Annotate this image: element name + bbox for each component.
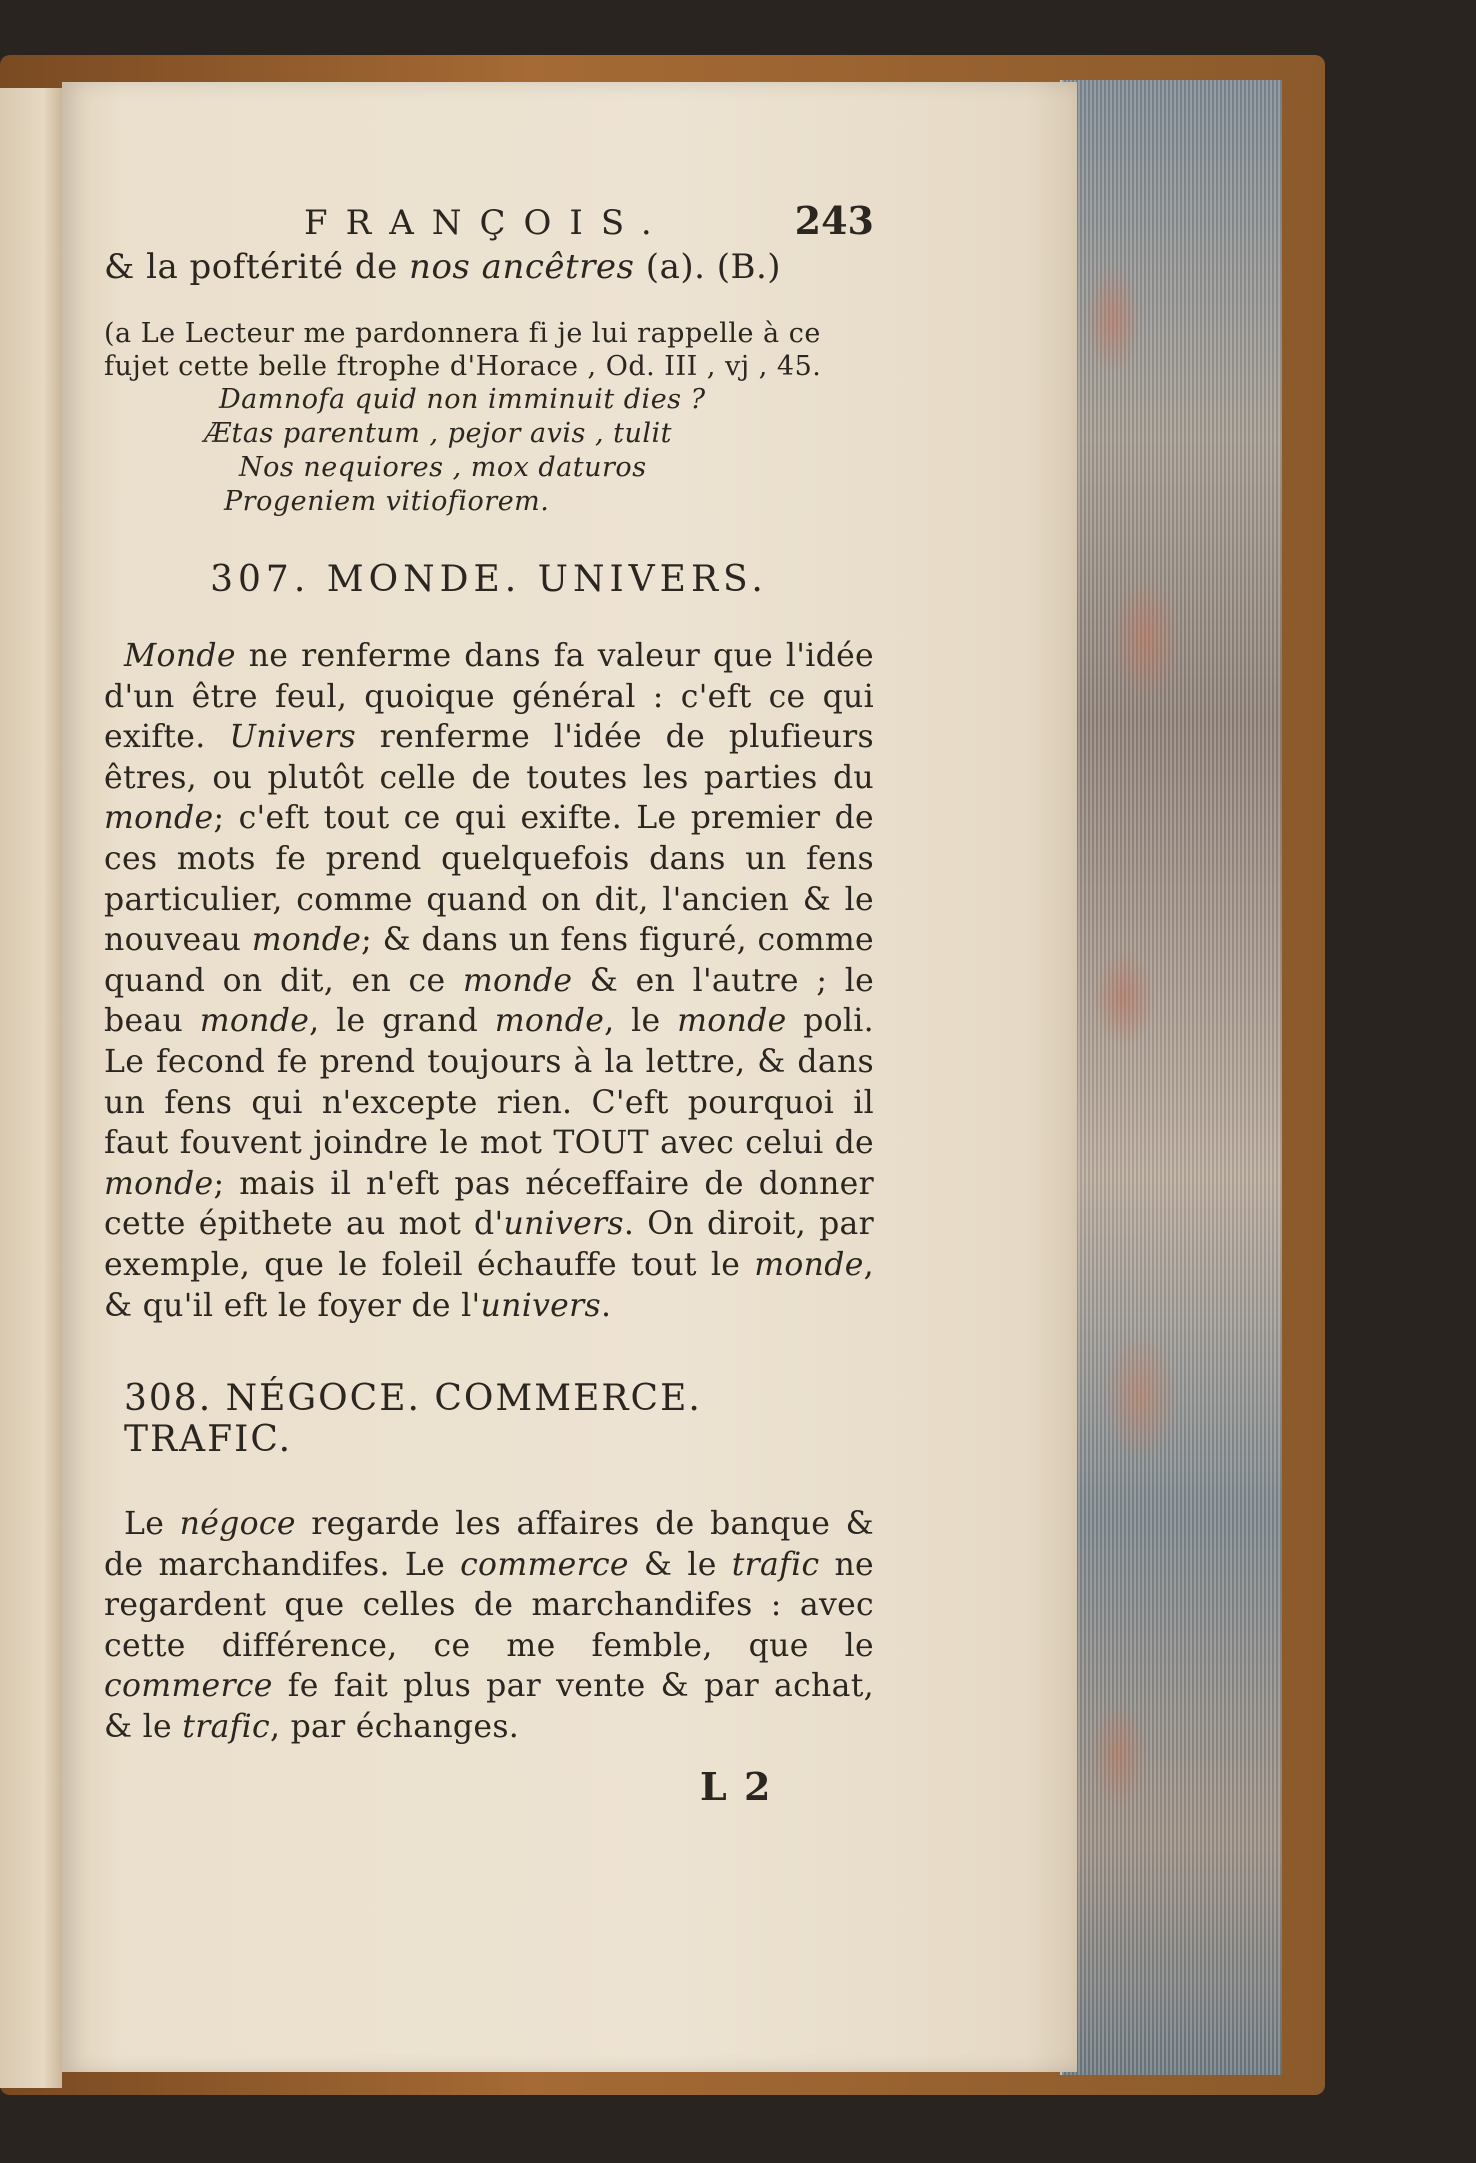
text-run: Le — [124, 1506, 180, 1543]
text-run: ; & dans un fens figuré, comme quand on dit, en ce — [104, 922, 874, 999]
text-run: , par échanges. — [269, 1709, 520, 1746]
text-run: , le — [604, 1003, 678, 1040]
text-run: & le — [628, 1546, 732, 1583]
verse-line: Damnofa quid non imminuit dies ? — [219, 384, 706, 415]
section-paragraph-308 — [104, 1504, 874, 1748]
italic-term: monde — [462, 962, 573, 999]
italic-term: monde — [199, 1003, 310, 1040]
section-paragraph-307 — [104, 636, 874, 1326]
running-title: FRANÇOIS. — [304, 203, 670, 243]
italic-term: monde — [104, 1165, 214, 1202]
signature-mark: L 2 — [700, 1764, 773, 1809]
italic-term: trafic — [182, 1709, 270, 1746]
italic-term: négoce — [179, 1506, 296, 1543]
footnote-text: (a Le Lecteur me pardonnera fi je lui rappelle à ce fujet cette belle ftrophe d'Horace , Od. III , vj , 45. — [104, 318, 822, 382]
italic-term: commerce — [460, 1546, 629, 1583]
italic-term: trafic — [731, 1546, 820, 1583]
verse-line: Progeniem vitiofiorem. — [224, 486, 550, 517]
section-heading-308: 308. NÉGOCE. COMMERCE. TRAFIC. — [124, 1378, 702, 1461]
italic-term: monde — [677, 1003, 787, 1040]
left-page-edge — [0, 88, 62, 2088]
text-run: renferme l'idée de plufieurs êtres, ou plutôt celle de toutes les parties du — [104, 719, 874, 796]
italic-term: monde — [494, 1003, 605, 1040]
italic-term: commerce — [104, 1668, 273, 1705]
italic-term: monde — [104, 800, 214, 837]
italic-term: Monde — [124, 638, 236, 674]
continued-line: & la poftérité de nos ancêtres (a). (B.) — [104, 247, 782, 287]
page-number: 243 — [794, 198, 874, 243]
italic-term: Univers — [229, 719, 357, 756]
text-run: , le grand — [309, 1003, 495, 1040]
text-run: , & qu'il eft le foyer de l' — [104, 1246, 874, 1324]
italic-term: monde — [251, 922, 362, 959]
page-text — [104, 198, 874, 1748]
footnote — [104, 317, 874, 519]
text-run: fe fait plus par vente & par achat, & le — [104, 1668, 874, 1746]
italic-term: univers — [480, 1287, 601, 1324]
text-run: regarde les affaires de banque & de marchandifes. Le — [104, 1506, 874, 1583]
text-run: & en l'autre ; le beau — [104, 962, 875, 1040]
text-run: poli. Le fecond fe prend toujours à la lettre, & dans un fens qui n'excepte rien. C'eft pourquoi il faut fouvent joindre le mot TOUT avec celui de — [104, 1003, 874, 1162]
verse-line: Nos nequiores , mox daturos — [239, 452, 647, 483]
text-run: ne renferme dans fa valeur que l'idée d'un être feul, quoique général : c'eft ce qui exifte. — [104, 638, 874, 756]
verse-line: Ætas parentum , pejor avis , tulit — [204, 418, 672, 449]
marbled-edge-pattern — [1080, 80, 1190, 2075]
text-run: ne regardent que celles de marchandifes : avec cette différence, ce me femble, que le — [104, 1546, 874, 1664]
text-run: . On diroit, par exemple, que le foleil échauffe tout le — [104, 1206, 874, 1283]
running-head — [304, 198, 874, 243]
text-run: ; mais il n'eft pas néceffaire de donner cette épithete au mot d' — [104, 1165, 874, 1243]
italic-term: monde — [754, 1246, 864, 1283]
text-run: . — [600, 1287, 612, 1324]
section-heading-307: 307. MONDE. UNIVERS. — [210, 559, 768, 600]
text-run: ; c'eft tout ce qui exifte. Le premier de ces mots fe prend quelquefois dans un fens particulier, comme quand on dit, l'ancien & le nouveau — [104, 800, 874, 959]
italic-term: univers — [503, 1206, 624, 1243]
